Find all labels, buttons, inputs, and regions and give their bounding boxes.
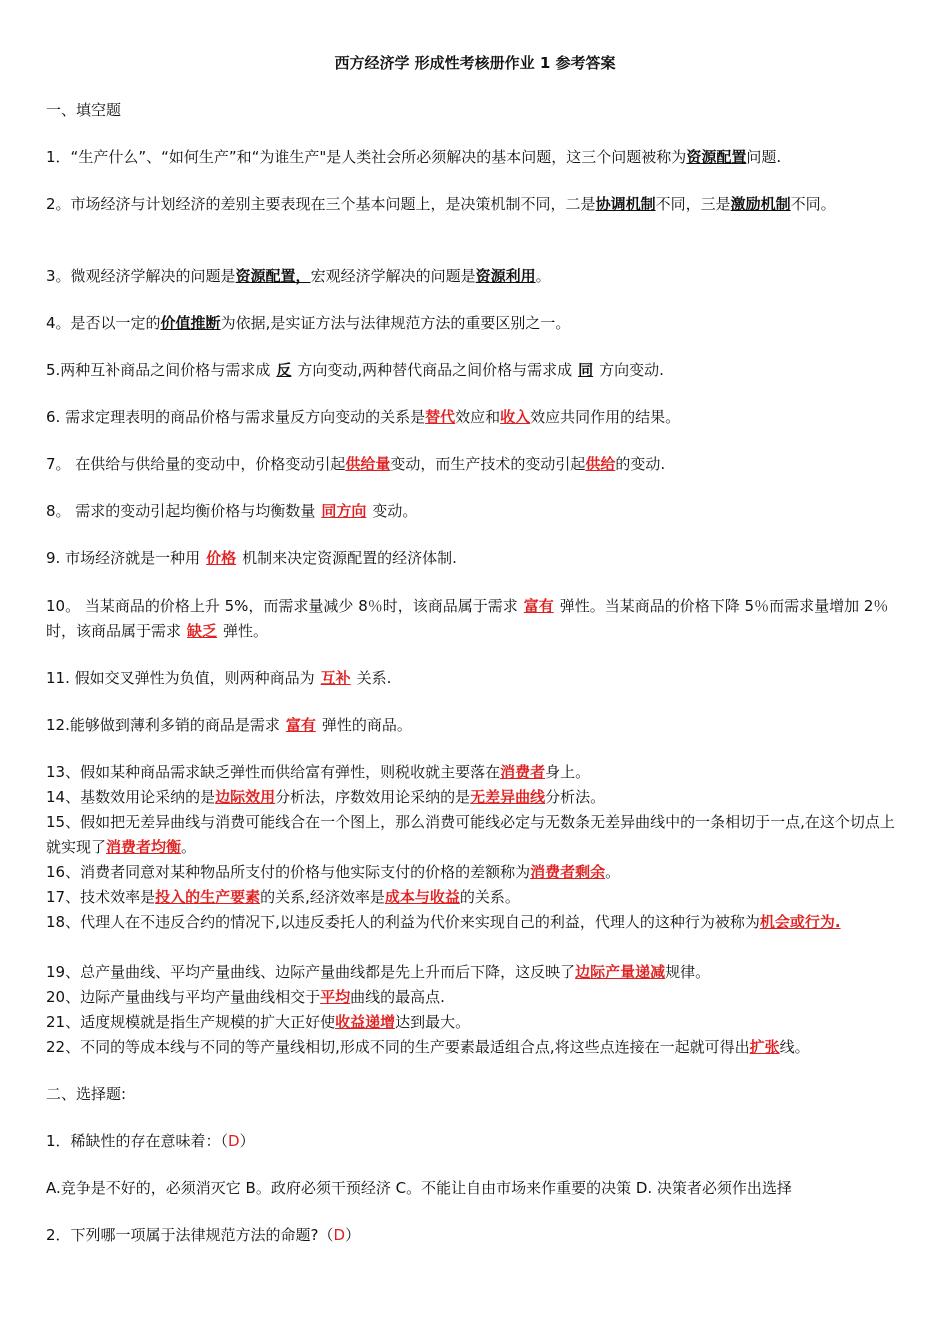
question-8: 8。 需求的变动引起均衡价格与均衡数量 同方向 变动。 — [46, 502, 418, 520]
answer: 激励机制 — [730, 195, 791, 213]
answer: 机会或行为. — [759, 913, 841, 931]
answer: 资源配置， — [235, 267, 311, 285]
question-18: 18、代理人在不违反合约的情况下,以违反委托人的利益为代价来实现自己的利益，代理人的这种行为被称为机会或行为. — [46, 913, 841, 931]
question-2: 2。市场经济与计划经济的差别主要表现在三个基本问题上，是决策机制不同，二是协调机制不同，三是激励机制不同。 — [46, 195, 836, 213]
answer: 无差异曲线 — [470, 788, 546, 806]
answer: 价值推断 — [160, 314, 221, 332]
answer: 缺乏 — [187, 622, 218, 640]
answer: 消费者 — [500, 763, 546, 781]
choice-question-1-options: A.竞争是不好的，必须消灭它 B。政府必须干预经济 C。不能让自由市场来作重要的决策 D. 决策者必须作出选择 — [46, 1179, 792, 1197]
answer: 供给 — [585, 455, 616, 473]
answer: 投入的生产要素 — [155, 888, 261, 906]
question-20: 20、边际产量曲线与平均产量曲线相交于平均曲线的最高点. — [46, 988, 445, 1006]
answer: 消费者均衡 — [106, 838, 182, 856]
question-14: 14、基数效用论采纳的是边际效用分析法，序数效用论采纳的是无差异曲线分析法。 — [46, 788, 606, 806]
answer: 收益递增 — [335, 1013, 396, 1031]
question-19: 19、总产量曲线、平均产量曲线、边际产量曲线都是先上升而后下降，这反映了边际产量递减规律。 — [46, 963, 711, 981]
document-title: 西方经济学 形成性考核册作业 1 参考答案 — [334, 54, 616, 72]
answer: 反 — [276, 361, 292, 379]
question-15: 15、假如把无差异曲线与消费可能线合在一个图上，那么消费可能线必定与无数条无差异曲线中的一条相切于一点,在这个切点上就实现了消费者均衡。 — [46, 813, 895, 856]
answer: D — [228, 1132, 240, 1150]
question-3: 3。微观经济学解决的问题是资源配置，宏观经济学解决的问题是资源利用。 — [46, 267, 551, 285]
question-5: 5.两种互补商品之间价格与需求成 反 方向变动,两种替代商品之间价格与需求成 同 方向变动. — [46, 361, 664, 379]
answer: 成本与收益 — [384, 888, 460, 906]
question-13: 13、假如某种商品需求缺乏弹性而供给富有弹性，则税收就主要落在消费者身上。 — [46, 763, 591, 781]
question-16: 16、消费者同意对某种物品所支付的价格与他实际支付的价格的差额称为消费者剩余。 — [46, 863, 621, 881]
question-22: 22、不同的等成本线与不同的等产量线相切,形成不同的生产要素最适组合点,将这些点连接在一起就可得出扩张线。 — [46, 1038, 810, 1056]
answer: 收入 — [500, 408, 531, 426]
answer: 边际效用 — [215, 788, 276, 806]
answer: 同 — [578, 361, 594, 379]
answer: 互补 — [320, 669, 351, 687]
answer: 扩张 — [749, 1038, 780, 1056]
answer: 协调机制 — [595, 195, 656, 213]
question-12: 12.能够做到薄利多销的商品是需求 富有 弹性的商品。 — [46, 716, 412, 734]
answer: 同方向 — [321, 502, 367, 520]
choice-question-2: 2．下列哪一项属于法律规范方法的命题?（D） — [46, 1226, 361, 1244]
answer: 供给量 — [345, 455, 391, 473]
answer: 资源配置 — [686, 148, 747, 166]
answer: 替代 — [425, 408, 456, 426]
question-17: 17、技术效率是投入的生产要素的关系,经济效率是成本与收益的关系。 — [46, 888, 520, 906]
answer: 资源利用 — [475, 267, 536, 285]
choice-question-1: 1．稀缺性的存在意味着：（D） — [46, 1132, 255, 1150]
question-7: 7。 在供给与供给量的变动中，价格变动引起供给量变动，而生产技术的变动引起供给的变动. — [46, 455, 666, 473]
answer: 富有 — [285, 716, 316, 734]
question-4: 4。是否以一定的价值推断为依据,是实证方法与法律规范方法的重要区别之一。 — [46, 314, 571, 332]
section-heading-choice: 二、选择题: — [46, 1085, 127, 1103]
answer: 平均 — [320, 988, 351, 1006]
section-heading-fill-in: 一、填空题 — [46, 101, 122, 119]
answer: 边际产量递减 — [575, 963, 666, 981]
question-10: 10。 当某商品的价格上升 5%，而需求量减少 8％时，该商品属于需求 富有 弹性。当某商品的价格下降 5％而需求量增加 2％时，该商品属于需求 缺乏 弹性。 — [46, 597, 889, 640]
answer: 消费者剩余 — [530, 863, 606, 881]
question-1: 1．“生产什么”、“如何生产”和“为谁生产"是人类社会所必须解决的基本问题，这三个问题被称为资源配置问题. — [46, 148, 782, 166]
question-6: 6. 需求定理表明的商品价格与需求量反方向变动的关系是替代效应和收入效应共同作用的结果。 — [46, 408, 681, 426]
question-21: 21、适度规模就是指生产规模的扩大正好使收益递增达到最大。 — [46, 1013, 471, 1031]
answer: D — [333, 1226, 346, 1244]
question-11: 11. 假如交叉弹性为负值，则两种商品为 互补 关系. — [46, 669, 392, 687]
answer: 富有 — [523, 597, 554, 615]
question-9: 9. 市场经济就是一种用 价格 机制来决定资源配置的经济体制. — [46, 549, 457, 567]
answer: 价格 — [206, 549, 237, 567]
